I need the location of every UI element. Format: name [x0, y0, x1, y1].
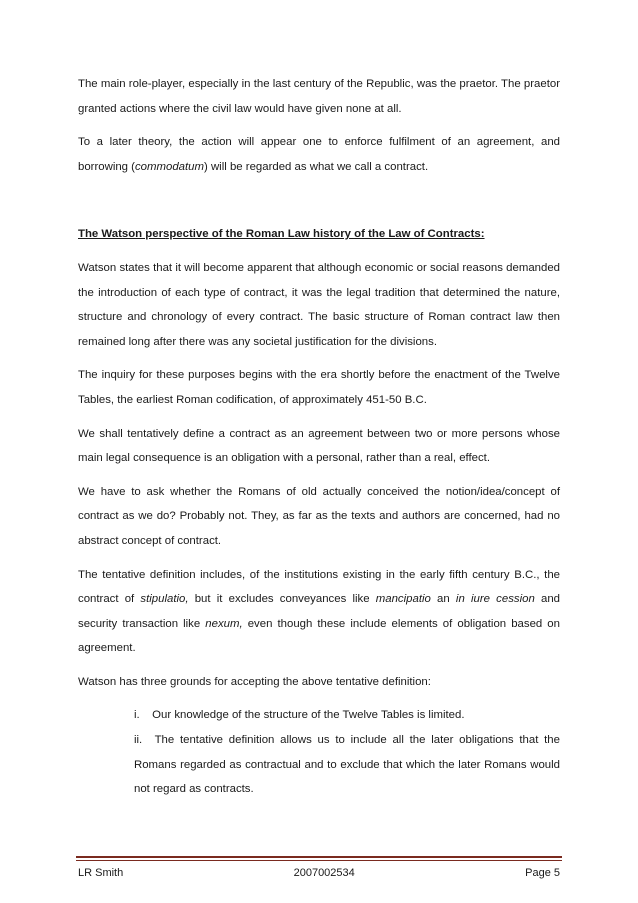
- term-in-iure-cession: in iure cession: [455, 593, 535, 606]
- text-run: an: [430, 593, 456, 606]
- text-run: ) will be regarded as what we call a contract.: [204, 160, 429, 173]
- text-run: To a later theory, the action will appear one to enforce fulfilment of an agreement, and borrowing (: [78, 136, 560, 173]
- footer-rule: [76, 856, 562, 858]
- paragraph-three-grounds: Watson has three grounds for accepting the above tentative definition:: [78, 675, 431, 688]
- paragraph-watson-states: Watson states that it will become apparent that although economic or social reasons demanded the introduction of each type of contract, it was the legal tradition that determined the nature, structure and chronology of every contract. The basic structure of Roman contract law then remained long after there was any societal justification for the divisions.: [78, 261, 560, 348]
- section-heading: The Watson perspective of the Roman Law history of the Law of Contracts:: [78, 228, 485, 241]
- section-gap: [78, 188, 560, 222]
- text-run: The tentative definition includes, of the institutions existing in the early fifth century B.C., the contract of: [78, 568, 560, 606]
- footer-author: LR Smith: [78, 867, 124, 879]
- grounds-list: [78, 703, 560, 801]
- list-text: The tentative definition allows us to include all the later obligations that the Romans regarded as contractual and to exclude that which the later Romans would not regard as contracts.: [134, 734, 560, 796]
- paragraph-later-theory: [78, 130, 560, 179]
- term-mancipatio: mancipatio: [375, 593, 431, 606]
- text-run: and security transaction like: [78, 593, 560, 630]
- list-item: [134, 703, 560, 728]
- paragraph-definition: We shall tentatively define a contract as an agreement between two or more persons whose main legal consequence is an obligation with a personal, rather than a real, effect.: [78, 427, 560, 465]
- term-nexum: nexum,: [205, 617, 243, 630]
- paragraph-romans-of-old: We have to ask whether the Romans of old actually conceived the notion/idea/concept of contract as we do? Probably not. They, as far as the texts and authors are concerned, had no abstract concept of contract.: [78, 485, 560, 547]
- footer-rule-thin: [76, 860, 562, 861]
- text-run: even though these include elements of obligation based on agreement.: [78, 617, 560, 655]
- paragraph-inquiry: The inquiry for these purposes begins with the era shortly before the enactment of the Twelve Tables, the earliest Roman codification, of approximately 451-50 B.C.: [78, 369, 560, 406]
- text-run: but it excludes conveyances like: [188, 593, 376, 606]
- page-footer: [78, 866, 560, 880]
- list-number: ii.: [134, 734, 143, 747]
- paragraph-tentative-definition: [78, 563, 560, 661]
- list-text: Our knowledge of the structure of the Twelve Tables is limited.: [152, 709, 465, 722]
- paragraph-praetor: The main role-player, especially in the last century of the Republic, was the praetor. The praetor granted actions where the civil law would have given none at all.: [78, 78, 560, 115]
- term-commodatum: commodatum: [134, 160, 204, 173]
- footer-page-number: Page 5: [525, 867, 560, 879]
- footer-student-number: 2007002534: [293, 867, 355, 879]
- term-stipulatio: stipulatio,: [140, 593, 189, 606]
- list-item: [134, 728, 560, 802]
- list-number: i.: [134, 709, 140, 722]
- page-body: [78, 72, 560, 802]
